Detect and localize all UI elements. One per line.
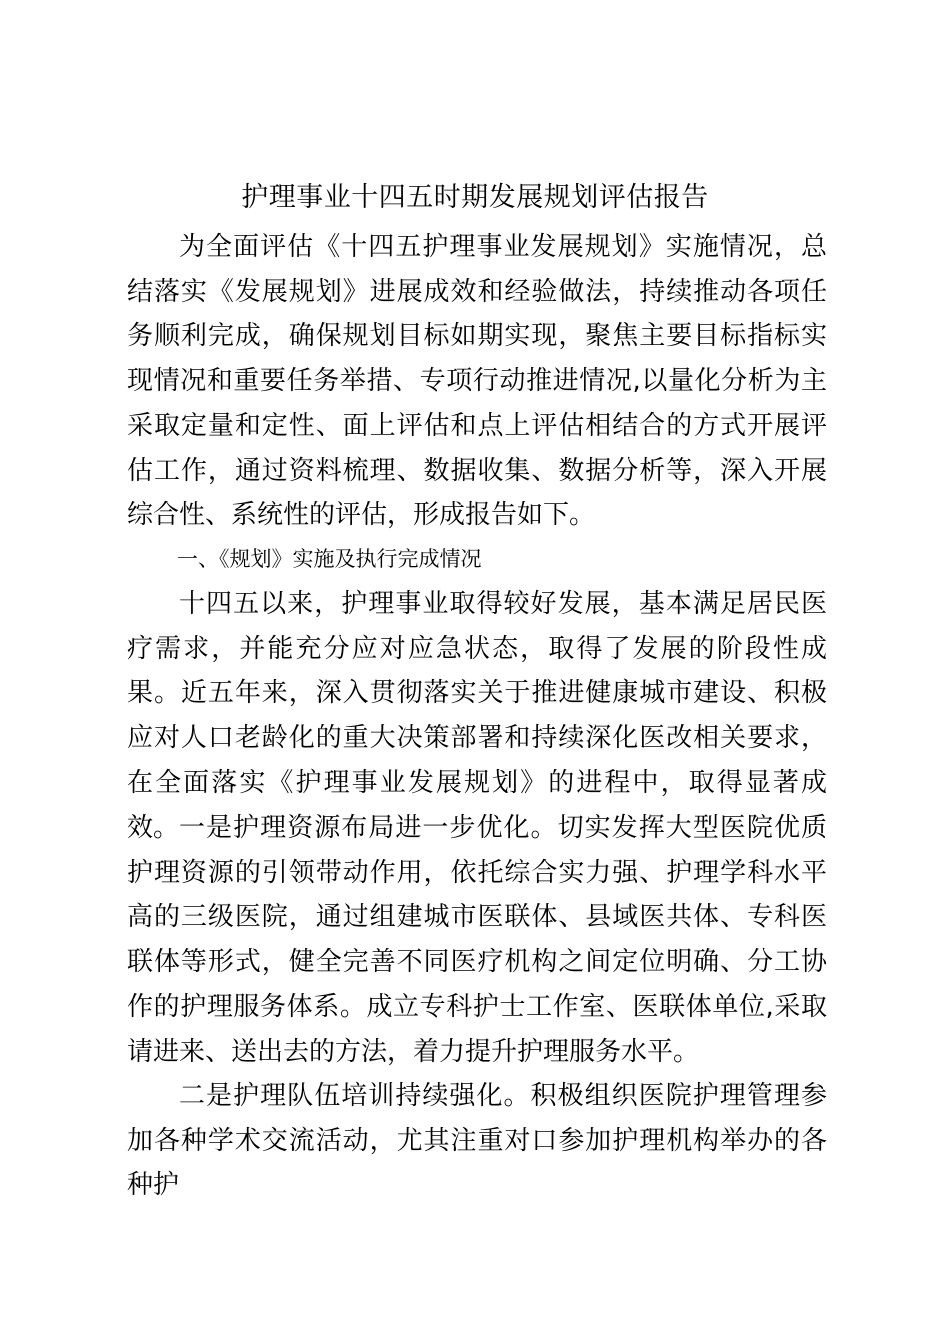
paragraph-1: 十四五以来，护理事业取得较好发展，基本满足居民医疗需求，并能充分应对应急状态，取得了发展的阶段性成果。近五年来，深入贯彻落实关于推进健康城市建设、积极应对人口老龄化的重大决策部署和持续深化医改相关要求，在全面落实《护理事业发展规划》的进程中，取得显著成效。 xyxy=(127,589,827,843)
section-1-heading: 一、《规划》实施及执行完成情况 xyxy=(177,547,482,571)
paragraph-2: 一是护理资源布局进一步优化。切实发挥大型医院优质护理资源的引领带动作用，依托综合实力强、护理学科水平高的三级医院，通过组建城市医联体、县域医共体、专科医联体等形式，健全完善不同医疗机构之间定位明确、分工协作的护理服务体系。成立专科护士工作室、医联体单位,采取请进来、送出去的方法，着力提升护理服务水平。 xyxy=(127,813,827,1067)
paragraph-3: 二是护理队伍培训持续强化。积极组织医院护理管理参加各种学术交流活动，尤其注重对口参加护理机构举办的各种护 xyxy=(127,1081,827,1201)
intro-block xyxy=(127,225,827,538)
paragraph-3-block xyxy=(127,1074,827,1208)
paragraph-2-block xyxy=(127,806,827,1074)
document-title: 护理事业十四五时期发展规划评估报告 xyxy=(241,182,709,213)
intro-paragraph: 为全面评估《十四五护理事业发展规划》实施情况，总结落实《发展规划》进展成效和经验做法，持续推动各项任务顺利完成，确保规划目标如期实现，聚焦主要目标指标实现情况和重要任务举措、专项行动推进情况,以量化分析为主采取定量和定性、面上评估和点上评估相结合的方式开展评估工作，通过资料梳理、数据收集、数据分析等，深入开展综合性、系统性的评估，形成报告如下。 xyxy=(127,232,827,531)
section-1-heading-block xyxy=(127,537,827,581)
